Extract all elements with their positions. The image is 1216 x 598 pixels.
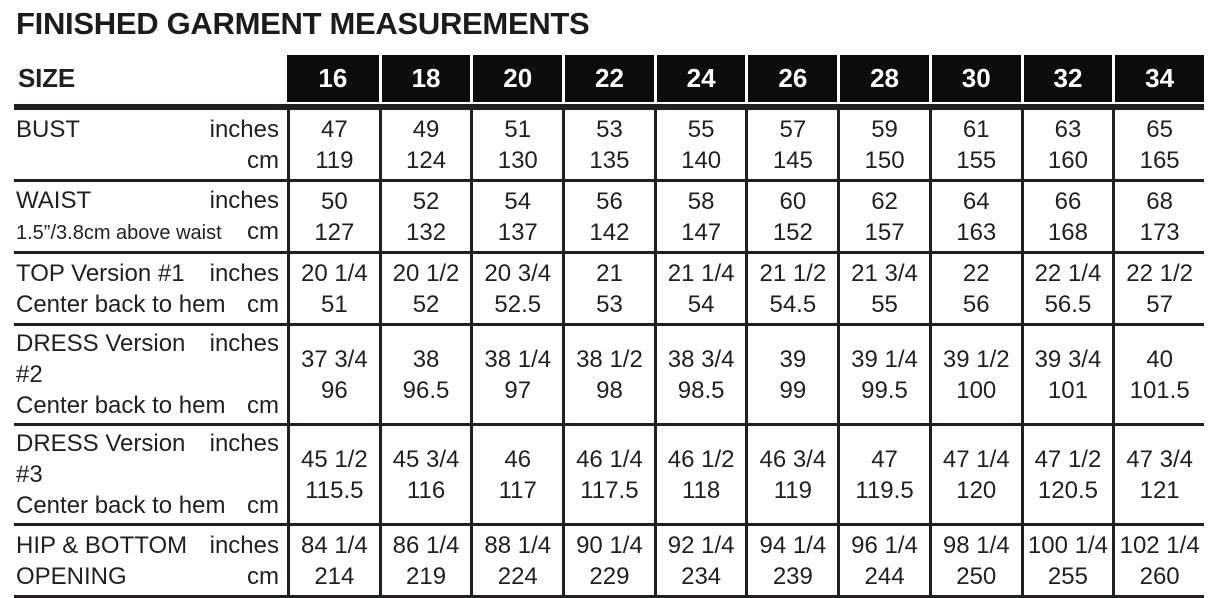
cm-value: 99	[779, 376, 807, 404]
table-body	[14, 110, 1204, 598]
measurement-cell	[654, 182, 746, 251]
measurement-cell	[562, 426, 654, 523]
table-header-row	[14, 55, 1204, 102]
row-unit-inches: inches	[209, 330, 279, 357]
inches-value: 21 1/2	[759, 259, 827, 287]
measurement-cell	[470, 426, 562, 523]
cm-value: 219	[406, 562, 447, 590]
cm-value: 244	[864, 562, 905, 590]
inches-value: 22	[962, 259, 990, 287]
measurement-cell	[929, 526, 1021, 595]
inches-value: 65	[1146, 115, 1173, 143]
cm-value: 99.5	[861, 376, 908, 404]
measurement-cell	[654, 326, 746, 423]
measurement-cell	[1112, 182, 1204, 251]
row-sublabel: Center back to hem	[16, 392, 226, 419]
cm-value: 135	[589, 146, 630, 174]
inches-value: 22 1/2	[1126, 259, 1193, 287]
table-row	[14, 251, 1204, 323]
measurement-cell	[379, 182, 471, 251]
inches-value: 38	[412, 345, 440, 373]
inches-value: 46 1/2	[667, 445, 735, 473]
row-unit-cm: cm	[247, 492, 279, 519]
row-label-cell	[14, 110, 287, 179]
cm-value: 229	[589, 562, 630, 590]
size-header-cell: 28	[837, 55, 929, 102]
inches-value: 57	[779, 115, 807, 143]
measurement-cell	[470, 254, 562, 323]
measurement-cell	[654, 526, 746, 595]
inches-value: 68	[1146, 187, 1173, 215]
inches-value: 90 1/4	[576, 531, 643, 559]
inches-value: 39 3/4	[1034, 345, 1102, 373]
cm-value: 96	[320, 376, 348, 404]
row-unit-cm: cm	[247, 217, 279, 245]
inches-value: 46 1/4	[576, 445, 643, 473]
measurement-cell	[929, 254, 1021, 323]
row-label: HIP & BOTTOM	[16, 531, 188, 559]
cm-value: 117	[498, 476, 537, 504]
row-sublabel: Center back to hem	[16, 290, 226, 318]
cm-value: 120	[956, 476, 997, 504]
cm-value: 145	[772, 146, 813, 174]
inches-value: 47 3/4	[1126, 445, 1193, 473]
measurement-cell	[1112, 526, 1204, 595]
cm-value: 96.5	[402, 376, 450, 404]
cm-value: 157	[864, 218, 905, 246]
cm-value: 54	[687, 290, 715, 318]
measurement-cell	[1112, 326, 1204, 423]
cm-value: 53	[596, 290, 623, 318]
inches-value: 60	[779, 187, 807, 215]
measurement-cell	[745, 182, 837, 251]
cm-value: 97	[504, 376, 532, 404]
cm-value: 101	[1047, 376, 1088, 404]
cm-value: 100	[956, 376, 997, 404]
cm-value: 98	[596, 376, 623, 404]
inches-value: 20 3/4	[484, 259, 552, 287]
size-header-cell: 18	[379, 55, 471, 102]
cm-value: 250	[956, 562, 997, 590]
inches-value: 92 1/4	[667, 531, 735, 559]
inches-value: 45 3/4	[392, 445, 460, 473]
cm-value: 101.5	[1129, 376, 1190, 404]
inches-value: 86 1/4	[392, 531, 460, 559]
inches-value: 61	[962, 115, 990, 143]
inches-value: 88 1/4	[484, 531, 552, 559]
measurement-cell	[1021, 526, 1113, 595]
measurement-cell	[287, 254, 379, 323]
cm-value: 214	[314, 562, 355, 590]
inches-value: 64	[962, 187, 990, 215]
table-row	[14, 323, 1204, 423]
inches-value: 58	[687, 187, 715, 215]
inches-value: 98 1/4	[942, 531, 1010, 559]
inches-value: 54	[504, 187, 532, 215]
measurement-cell	[1112, 426, 1204, 523]
cm-value: 51	[320, 290, 348, 318]
inches-value: 38 1/4	[484, 345, 552, 373]
inches-value: 47 1/4	[942, 445, 1010, 473]
row-label-cell	[14, 182, 287, 251]
row-unit-inches: inches	[209, 531, 279, 559]
inches-value: 38 3/4	[667, 345, 735, 373]
measurement-cell	[745, 254, 837, 323]
cm-value: 160	[1047, 146, 1088, 174]
row-unit-cm: cm	[247, 392, 279, 419]
inches-value: 63	[1054, 115, 1082, 143]
measurement-cell	[929, 426, 1021, 523]
measurement-cell	[287, 426, 379, 523]
inches-value: 39	[779, 345, 807, 373]
measurement-cell	[929, 326, 1021, 423]
cm-value: 130	[497, 146, 538, 174]
inches-value: 100 1/4	[1027, 531, 1108, 559]
cm-value: 239	[772, 562, 813, 590]
row-unit-cm: cm	[247, 146, 279, 174]
cm-value: 155	[956, 146, 997, 174]
cm-value: 121	[1139, 476, 1180, 504]
cm-value: 150	[864, 146, 905, 174]
cm-value: 132	[406, 218, 447, 246]
cm-value: 260	[1139, 562, 1180, 590]
row-label-cell	[14, 326, 287, 423]
row-sublabel: Center back to hem	[16, 492, 226, 519]
measurement-cell	[654, 254, 746, 323]
row-unit-cm: cm	[247, 290, 279, 318]
row-label-cell	[14, 426, 287, 523]
cm-value: 119.5	[855, 476, 914, 504]
measurement-cell	[287, 326, 379, 423]
inches-value: 49	[412, 115, 440, 143]
page-title: FINISHED GARMENT MEASUREMENTS	[16, 6, 590, 41]
cm-value: 234	[681, 562, 722, 590]
inches-value: 50	[320, 187, 348, 215]
size-header-cell: 24	[654, 55, 746, 102]
size-header-cell: 32	[1021, 55, 1113, 102]
cm-value: 54.5	[769, 290, 817, 318]
cm-value: 165	[1139, 146, 1180, 174]
measurement-cell	[837, 182, 929, 251]
measurement-cell	[745, 110, 837, 179]
row-unit-inches: inches	[209, 430, 279, 457]
measurement-cell	[837, 526, 929, 595]
cm-value: 118	[682, 476, 721, 504]
measurement-cell	[837, 326, 929, 423]
inches-value: 39 1/2	[942, 345, 1010, 373]
inches-value: 51	[504, 115, 532, 143]
cm-value: 52	[412, 290, 440, 318]
cm-value: 147	[681, 218, 722, 246]
row-label: TOP Version #1	[16, 259, 185, 287]
measurement-cell	[470, 326, 562, 423]
cm-value: 119	[773, 476, 812, 504]
measurement-cell	[837, 110, 929, 179]
table-row	[14, 179, 1204, 251]
size-header-cell: 30	[929, 55, 1021, 102]
cm-value: 127	[314, 218, 355, 246]
inches-value: 59	[871, 115, 898, 143]
cm-value: 173	[1139, 218, 1180, 246]
measurement-cell	[654, 426, 746, 523]
size-header-cell: 20	[470, 55, 562, 102]
cm-value: 140	[681, 146, 722, 174]
inches-value: 22 1/4	[1034, 259, 1102, 287]
page	[0, 6, 1216, 598]
row-label-cell	[14, 526, 287, 595]
size-header-cell: 34	[1112, 55, 1204, 102]
cm-value: 255	[1047, 562, 1088, 590]
inches-value: 21 3/4	[851, 259, 918, 287]
inches-value: 56	[596, 187, 623, 215]
cm-value: 224	[497, 562, 538, 590]
inches-value: 47 1/2	[1034, 445, 1102, 473]
row-label: BUST	[16, 115, 81, 143]
cm-value: 142	[589, 218, 630, 246]
cm-value: 98.5	[677, 376, 725, 404]
inches-value: 20 1/2	[392, 259, 460, 287]
cm-value: 57	[1146, 290, 1173, 318]
inches-value: 40	[1146, 345, 1173, 373]
measurement-cell	[562, 254, 654, 323]
inches-value: 21 1/4	[667, 259, 735, 287]
inches-value: 102 1/4	[1119, 531, 1200, 559]
row-sublabel: 1.5”/3.8cm above waist	[16, 221, 222, 244]
measurement-cell	[379, 526, 471, 595]
measurement-cell	[562, 326, 654, 423]
measurement-cell	[1021, 254, 1113, 323]
inches-value: 45 1/2	[300, 445, 368, 473]
measurement-cell	[654, 110, 746, 179]
cm-value: 56.5	[1044, 290, 1092, 318]
measurement-cell	[837, 254, 929, 323]
measurement-cell	[470, 110, 562, 179]
measurement-table	[14, 55, 1204, 598]
inches-value: 47	[871, 445, 898, 473]
row-sublabel: OPENING	[16, 562, 127, 590]
row-label-cell	[14, 254, 287, 323]
measurement-cell	[1112, 254, 1204, 323]
cm-value: 119	[315, 146, 354, 174]
inches-value: 52	[412, 187, 440, 215]
measurement-cell	[287, 110, 379, 179]
cm-value: 137	[497, 218, 538, 246]
size-header-cell: 16	[287, 55, 379, 102]
measurement-cell	[929, 182, 1021, 251]
inches-value: 55	[687, 115, 715, 143]
row-unit-inches: inches	[209, 115, 279, 143]
cm-value: 120.5	[1037, 476, 1098, 504]
cm-value: 55	[871, 290, 898, 318]
inches-value: 84 1/4	[300, 531, 368, 559]
inches-value: 47	[320, 115, 348, 143]
measurement-cell	[562, 526, 654, 595]
cm-value: 152	[772, 218, 813, 246]
measurement-cell	[379, 326, 471, 423]
row-label: WAIST	[16, 186, 92, 214]
size-column-header: SIZE	[18, 63, 75, 93]
row-label: DRESS Version #2	[16, 330, 186, 388]
inches-value: 53	[596, 115, 623, 143]
table-row	[14, 423, 1204, 523]
cm-value: 124	[406, 146, 447, 174]
measurement-cell	[287, 182, 379, 251]
row-unit-inches: inches	[209, 186, 279, 214]
measurement-cell	[562, 182, 654, 251]
cm-value: 52.5	[494, 290, 542, 318]
measurement-cell	[1021, 326, 1113, 423]
cm-value: 115.5	[305, 476, 364, 504]
cm-value: 56	[962, 290, 990, 318]
inches-value: 39 1/4	[851, 345, 918, 373]
inches-value: 38 1/2	[576, 345, 643, 373]
measurement-cell	[379, 254, 471, 323]
size-header-cell: 26	[745, 55, 837, 102]
measurement-cell	[287, 526, 379, 595]
inches-value: 66	[1054, 187, 1082, 215]
measurement-cell	[1112, 110, 1204, 179]
measurement-cell	[470, 526, 562, 595]
inches-value: 46	[504, 445, 532, 473]
measurement-cell	[1021, 182, 1113, 251]
inches-value: 21	[596, 259, 623, 287]
row-unit-inches: inches	[209, 259, 279, 287]
row-unit-cm: cm	[247, 562, 279, 590]
measurement-cell	[379, 426, 471, 523]
measurement-cell	[745, 426, 837, 523]
table-row	[14, 110, 1204, 179]
inches-value: 37 3/4	[300, 345, 368, 373]
measurement-cell	[470, 182, 562, 251]
measurement-cell	[379, 110, 471, 179]
measurement-cell	[562, 110, 654, 179]
table-row	[14, 523, 1204, 595]
cm-value: 168	[1047, 218, 1088, 246]
inches-value: 62	[871, 187, 898, 215]
measurement-cell	[929, 110, 1021, 179]
cm-value: 163	[956, 218, 997, 246]
inches-value: 96 1/4	[851, 531, 918, 559]
measurement-cell	[837, 426, 929, 523]
measurement-cell	[745, 326, 837, 423]
size-header-cell: 22	[562, 55, 654, 102]
inches-value: 20 1/4	[300, 259, 368, 287]
inches-value: 94 1/4	[759, 531, 827, 559]
row-label: DRESS Version #3	[16, 430, 186, 488]
measurement-cell	[1021, 426, 1113, 523]
measurement-cell	[745, 526, 837, 595]
cm-value: 116	[406, 476, 446, 504]
measurement-cell	[1021, 110, 1113, 179]
cm-value: 117.5	[580, 476, 639, 504]
inches-value: 46 3/4	[759, 445, 827, 473]
